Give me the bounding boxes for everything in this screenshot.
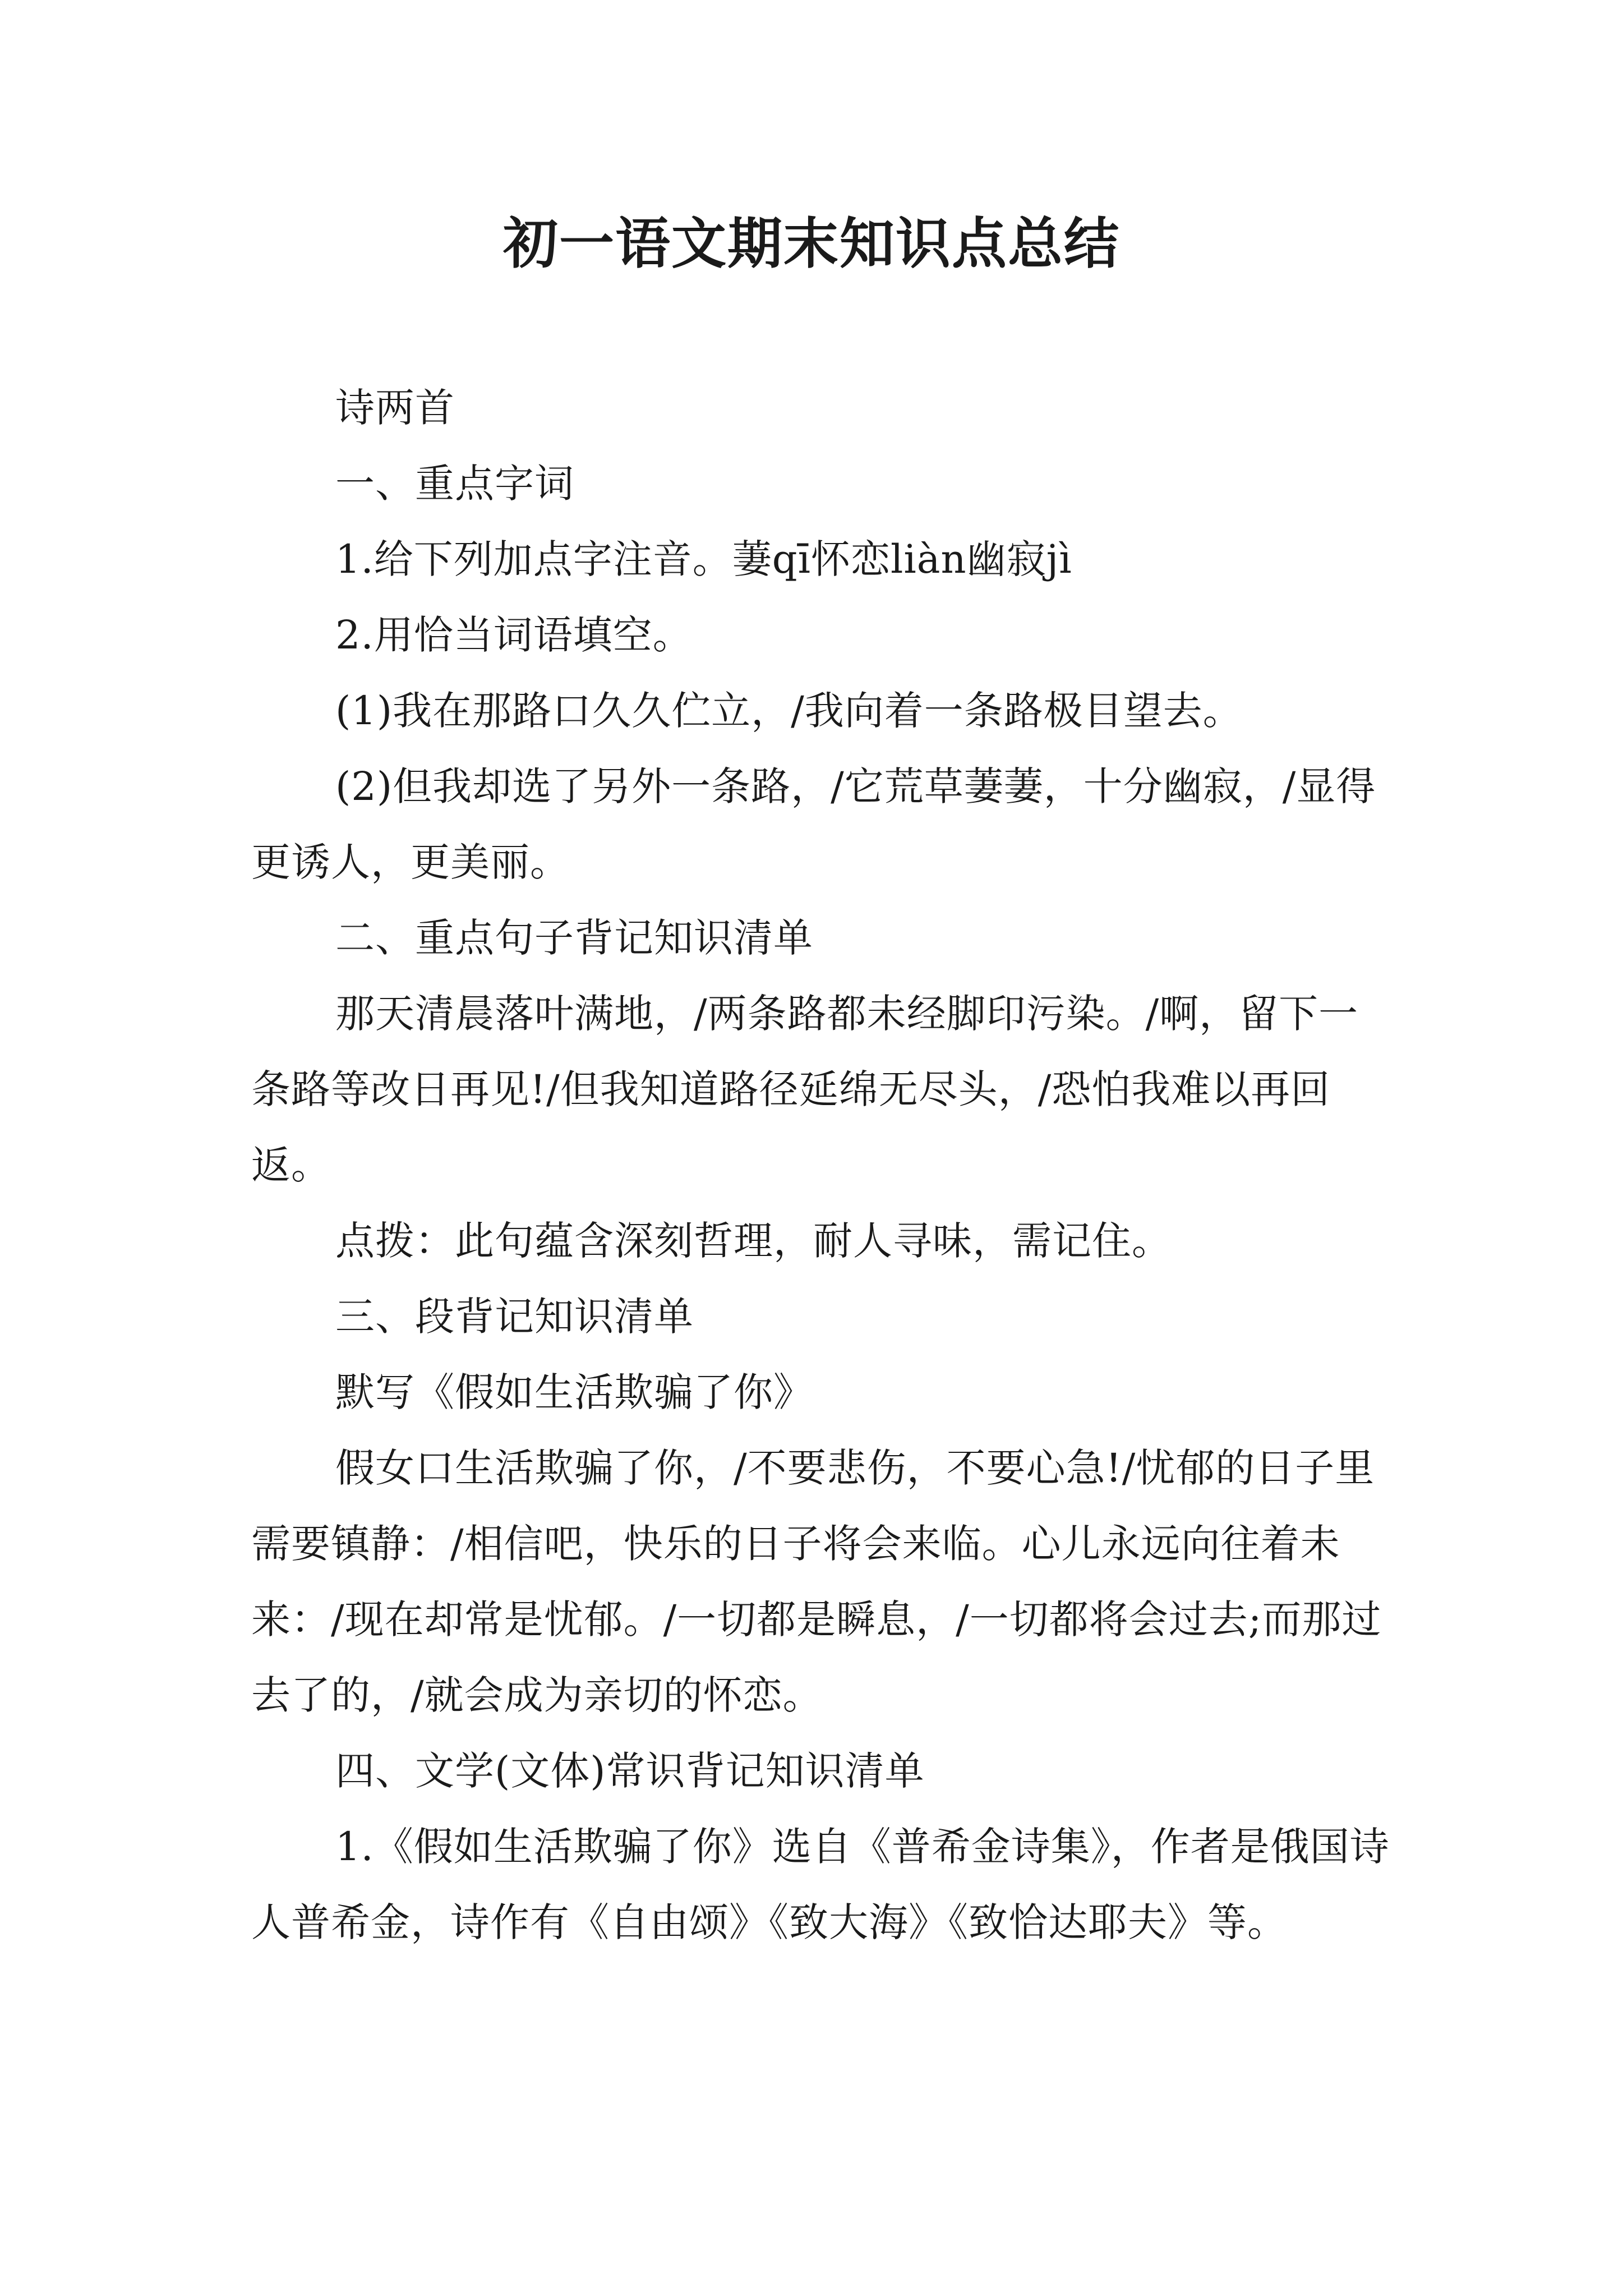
- paragraph-poem-heading: 诗两首: [335, 385, 455, 431]
- section-heading-passage-memorization: 三、段背记知识清单: [335, 1294, 694, 1340]
- paragraph-fill-in-exercise: 2.用恰当词语填空。: [335, 612, 693, 658]
- document-body: [251, 370, 1390, 1961]
- paragraph-tip: 点拨：此句蕴含深刻哲理，耐人寻味，需记住。: [335, 1218, 1172, 1264]
- paragraph-literary-fact: 1.《假如生活欺骗了你》选自《普希金诗集》，作者是俄国诗人普希金，诗作有《自由颂》《致大海》《致恰达耶夫》等。: [251, 1824, 1390, 1945]
- document-title: 初一语文期末知识点总结: [502, 211, 1120, 276]
- paragraph-poem-text: 假女口生活欺骗了你，/不要悲伤，不要心急!/忧郁的日子里需要镇静：/相信吧，快乐的日子将会来临。心儿永远向往着未来：/现在却常是忧郁。/一切都是瞬息，/一切都将会过去;而那过去了的，/就会成为亲切的怀恋。: [251, 1445, 1382, 1718]
- paragraph-dictation-title: 默写《假如生活欺骗了你》: [335, 1369, 813, 1415]
- section-heading-key-words: 一、重点字词: [335, 461, 574, 507]
- section-heading-literary-knowledge: 四、文学(文体)常识背记知识清单: [335, 1748, 925, 1794]
- paragraph-fill-item-2: (2)但我却选了另外一条路，/它荒草萋萋，十分幽寂，/显得更诱人，更美丽。: [251, 763, 1376, 885]
- section-heading-key-sentences: 二、重点句子背记知识清单: [335, 915, 813, 961]
- paragraph-key-sentence: 那天清晨落叶满地，/两条路都未经脚印污染。/啊，留下一条路等改日再见!/但我知道路径延绵无尽头，/恐怕我难以再回返。: [251, 991, 1359, 1188]
- paragraph-pinyin-exercise: 1.给下列加点字注音。萋qī怀恋liàn幽寂jì: [335, 536, 1072, 582]
- paragraph-fill-item-1: (1)我在那路口久久伫立，/我向着一条路极目望去。: [335, 688, 1243, 734]
